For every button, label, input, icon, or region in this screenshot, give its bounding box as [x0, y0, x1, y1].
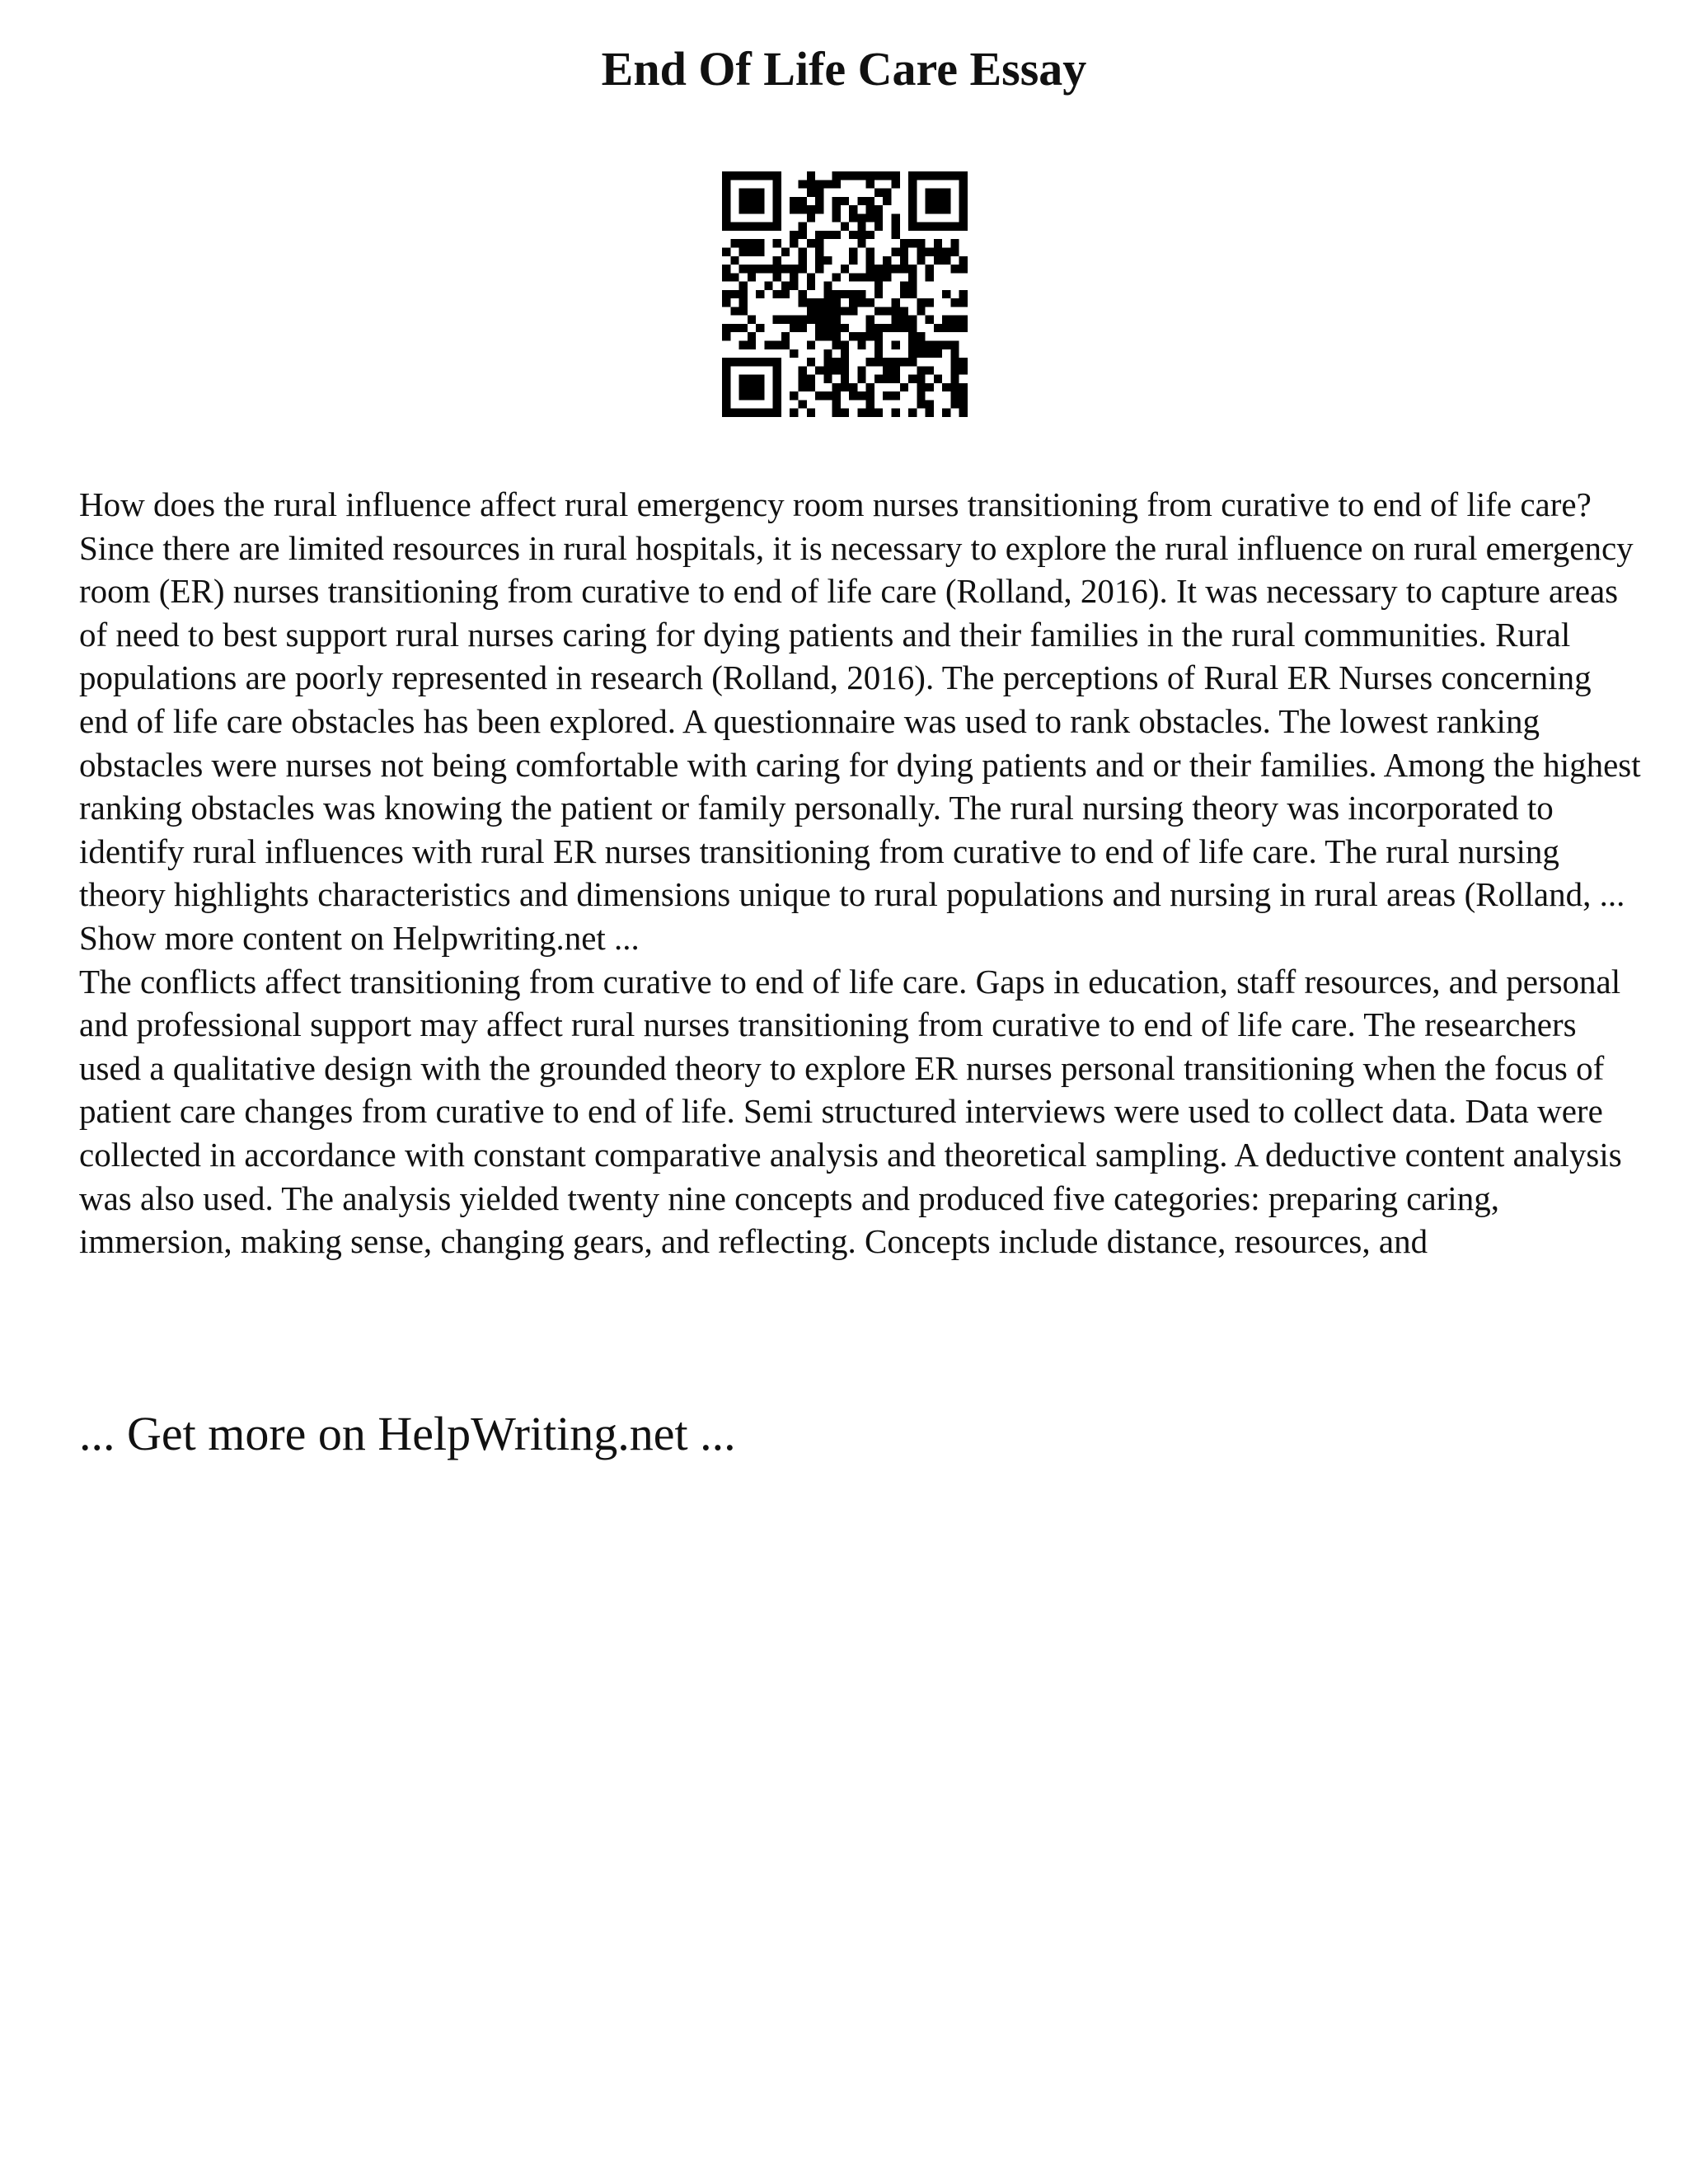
page-title: End Of Life Care Essay [601, 42, 1087, 96]
qr-modules [722, 171, 968, 417]
essay-paragraph-1: How does the rural influence affect rural emergency room nurses transitioning from curative to end of life care? Since there are limited resources in rural hospitals, it is necessary to explore the rural influence on rural emergency room (ER) nurses transitioning from curative to end of life care (Rolland, 2016). It was necessary to capture areas of need to best support rural nurses caring for dying patients and their families in the rural communities. Rural populations are poorly represented in research (Rolland, 2016). The perceptions of Rural ER Nurses concerning end of life care obstacles has been explored. A questionnaire was used to rank obstacles. The lowest ranking obstacles were nurses not being comfortable with caring for dying patients and or their families. Among the highest ranking obstacles was knowing the patient or family personally. The rural nursing theory was incorporated to identify rural influences with rural ER nurses transitioning from curative to end of life care. The rural nursing theory highlights characteristics and dimensions unique to rural populations and nursing in rural areas (Rolland, ... Show more content on Helpwriting.net ... [79, 485, 1641, 957]
get-more-link[interactable]: ... Get more on HelpWriting.net ... [79, 1407, 736, 1460]
essay-body [79, 483, 1645, 1263]
essay-paragraph-2: The conflicts affect transitioning from curative to end of life care. Gaps in education, staff resources, and personal and professional support may affect rural nurses transitioning from curative to end of life care. The researchers used a qualitative design with the grounded theory to explore ER nurses personal transitioning when the focus of patient care changes from curative to end of life. Semi structured interviews were used to collect data. Data were collected in accordance with constant comparative analysis and theoretical sampling. A deductive content analysis was also used. The analysis yielded twenty nine concepts and produced five categories: preparing caring, immersion, making sense, changing gears, and reflecting. Concepts include distance, resources, and [79, 962, 1622, 1261]
qr-code-icon [722, 171, 968, 417]
